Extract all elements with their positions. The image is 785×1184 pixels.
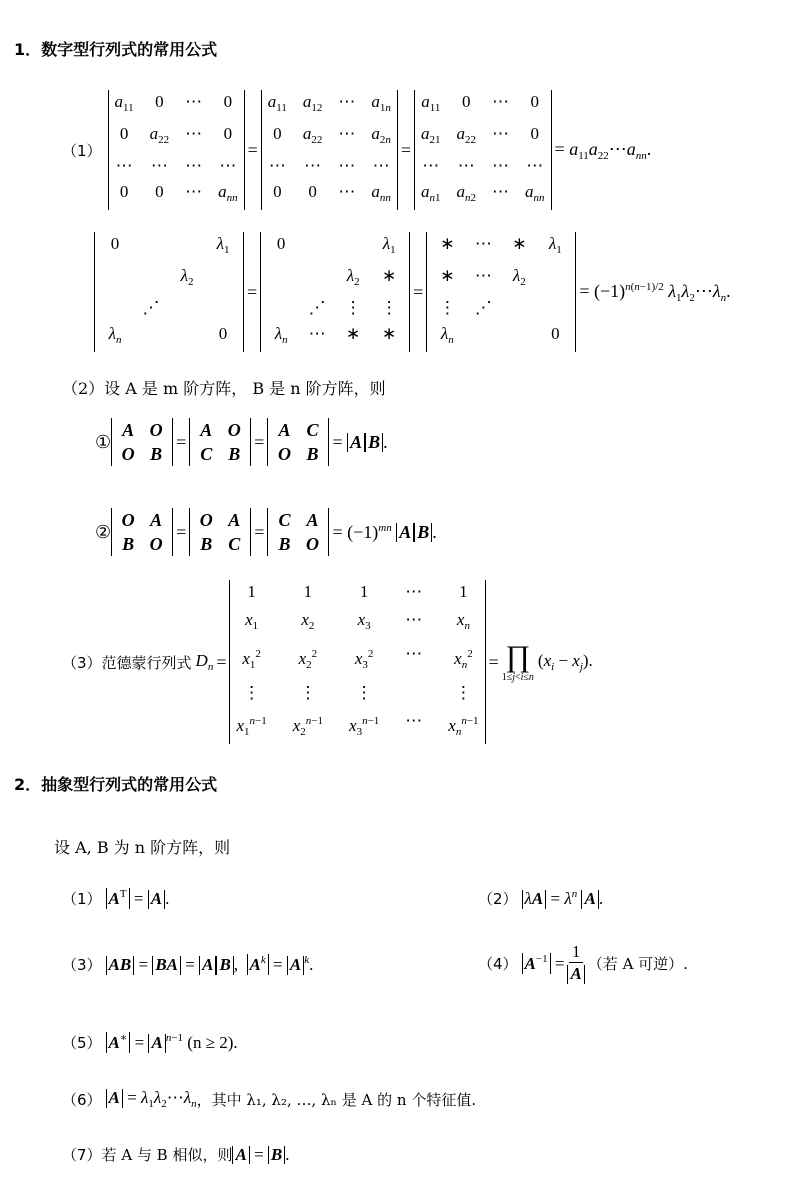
formula-1b: 0 $\lambda_1$ $\lambda_2$ ⋰ $\lambda_n$ 0 = 0 $\lambda_1$ $\lambda_2$ ∗ ⋰ ⋮ ⋮ $\lambda_n$ ⋯ ∗ ∗ = ∗ ⋯ ∗ $\lambda_1$ ∗ ⋯ $\lambda_2$ ⋮ ⋰ $\lambda_n$ 0 = $(-1)^{n(n-1)/2}$ $\lambda_1\lambda_2\cdots\lambda_n$. <box>94 232 734 352</box>
det-upper: $a_{11}$ $a_{12}$ ⋯ $a_{1n}$ 0 $a_{22}$ ⋯ $a_{2n}$ ⋯ ⋯ ⋯ ⋯ 0 0 ⋯ $a_{nn}$ <box>261 90 398 210</box>
det-antidiag-upper: 0 $\lambda_1$ $\lambda_2$ ∗ ⋰ ⋮ ⋮ $\lambda_n$ ⋯ ∗ ∗ <box>260 232 410 352</box>
det-diag-lower: $a_{11}$ 0 ⋯ 0 0 $a_{22}$ ⋯ 0 ⋯ ⋯ ⋯ ⋯ 0 0 ⋯ $a_{nn}$ <box>108 90 245 210</box>
section1-title: 1．数字型行列式的常用公式 <box>14 40 218 59</box>
det-block-1c: A C O B <box>267 418 329 466</box>
section2-title: 2．抽象型行列式的常用公式 <box>14 775 218 794</box>
formula-abs-1: （1） $A^T = A$ . <box>62 888 170 908</box>
formula-3: （3）范德蒙行列式 $D_n$ = 1 1 1 ⋯ 1 $x_1$ $x_2$ $x_3$ ⋯ $x_n$ $x_1^2$ $x_2^2$ $x_3^2$ ⋯ $x_n^2$ ⋮ ⋮ ⋮ ⋮ $x_1^{n-1}$ $x_2^{n-1}$ $x_3^{n-1}$ ⋯ $x_n^{n-1}$ = ∏ 1≤j<i≤n $(x_i - x_j)$. <box>62 580 593 744</box>
intro-text: 设 A, B 为 n 阶方阵，则 <box>54 838 231 857</box>
f7-text: 若 A 与 B 相似，则 <box>101 1146 233 1164</box>
det-block-2c: C A B O <box>267 508 329 556</box>
det-vandermonde: 1 1 1 ⋯ 1 $x_1$ $x_2$ $x_3$ ⋯ $x_n$ $x_1^2$ $x_2^2$ $x_3^2$ ⋯ $x_n^2$ ⋮ ⋮ ⋮ ⋮ $x_1^{n-1}$ $x_2^{n-1}$ $x_3^{n-1}$ ⋯ $x_n^{n-1}$ <box>229 580 485 744</box>
f7-label: （7） <box>62 1146 102 1164</box>
det-antidiag: 0 $\lambda_1$ $\lambda_2$ ⋰ $\lambda_n$ 0 <box>94 232 244 352</box>
det-block-1a: A O O B <box>111 418 173 466</box>
formula-abs-6: （6） $A = \lambda_1\lambda_2\cdots\lambda_n$ ，其中 λ₁, λ₂, …, λₙ 是 A 的 n 个特征值. <box>62 1088 477 1110</box>
f6-label: （6） <box>62 1090 102 1109</box>
item1-label: （1） <box>62 141 102 160</box>
f3-label: （3） <box>62 956 102 974</box>
det-antidiag-lower: ∗ ⋯ ∗ $\lambda_1$ ∗ ⋯ $\lambda_2$ ⋮ ⋰ $\lambda_n$ 0 <box>426 232 576 352</box>
det-block-2a: O A B O <box>111 508 173 556</box>
formula-abs-4: （4） $A^{-1}$ = $\frac{1}{A}$ （若 A 可逆）. <box>478 942 688 983</box>
f6-text: ，其中 λ₁, λ₂, …, λₙ 是 A 的 n 个特征值. <box>196 1090 477 1109</box>
circle-2: ② <box>95 521 112 543</box>
formula-abs-7: （7） 若 A 与 B 相似，则 A = B . <box>62 1144 290 1164</box>
det-block-2b: O A B C <box>189 508 251 556</box>
circle-1: ① <box>95 431 112 453</box>
f4-note: （若 A 可逆）. <box>587 955 688 973</box>
formula-abs-3: （3） AB = BA = A B , $A^k = A$ $^k$. <box>62 954 314 974</box>
formula-abs-5: （5） A∗ = A $^{n-1}$ (n ≥ 2). <box>62 1032 238 1052</box>
formula-abs-2: （2） $\lambda A = \lambda^n$ A . <box>478 888 604 908</box>
formula-1a: （1） $a_{11}$ 0 ⋯ 0 0 $a_{22}$ ⋯ 0 ⋯ ⋯ ⋯ ⋯ 0 0 ⋯ $a_{nn}$ = $a_{11}$ $a_{12}$ ⋯ $a_{1n}$ 0 $a_{22}$ ⋯ $a_{2n}$ ⋯ ⋯ ⋯ ⋯ 0 0 ⋯ $a_{nn}$ = $a_{11}$ 0 ⋯ 0 $a_{21}$ $a_{22}$ ⋯ 0 ⋯ ⋯ ⋯ ⋯ $a_{n1}$ $a_{n2}$ ⋯ $a_{nn}$ = $a_{11}a_{22}\cdots a_{nn}$. <box>62 90 654 210</box>
f5-cond: (n ≥ 2). <box>187 1032 238 1052</box>
f2-label: （2） <box>478 890 518 908</box>
item2-text: （2）设 A 是 m 阶方阵， B 是 n 阶方阵，则 <box>62 379 386 398</box>
det-block-1b: A O C B <box>189 418 251 466</box>
f5-label: （5） <box>62 1034 102 1052</box>
det-lower: $a_{11}$ 0 ⋯ 0 $a_{21}$ $a_{22}$ ⋯ 0 ⋯ ⋯ ⋯ ⋯ $a_{n1}$ $a_{n2}$ ⋯ $a_{nn}$ <box>414 90 552 210</box>
f1-label: （1） <box>62 890 102 908</box>
formula-2-1: ① A O O B = A O C B = A C O B = A B . <box>95 420 388 464</box>
item3-label: （3）范德蒙行列式 <box>62 653 192 672</box>
f4-label: （4） <box>478 955 518 973</box>
formula-2-2: ② O A B O = O A B C = C A B O = $(-1)^{mn}$ A B . <box>95 510 437 554</box>
